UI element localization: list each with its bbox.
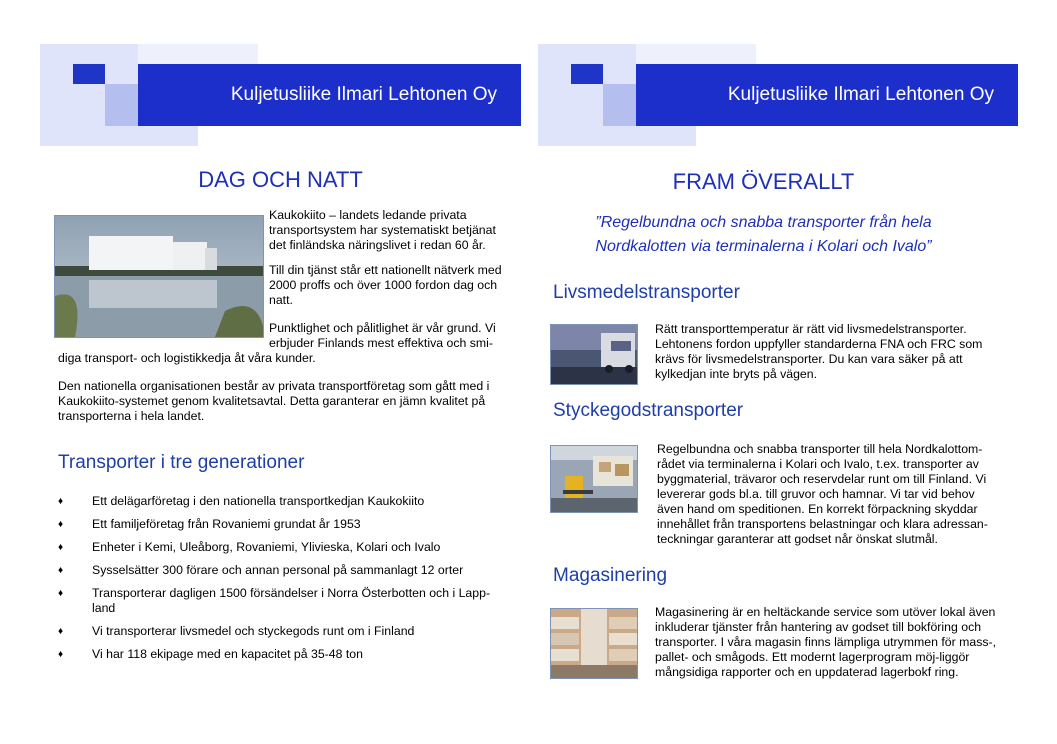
bullet-list (58, 494, 518, 670)
banner-pattern (571, 64, 603, 84)
intro-paragraph: Den nationella organisationen består av privata transportföretag som gått med i Kaukokiito-systemet genom kvalitetsavtal. Detta garanterar en jämn kvalitet på transporterna i hela landet. (58, 379, 490, 423)
list-item (58, 624, 518, 639)
section-text: Rätt transporttemperatur är rätt vid livsmedelstransporter. Lehtonens fordon uppfyller standarderna FNA och FRC som krävs för livsmedelstransporter. Du kan vara säker på att kylkedjan inte bryts på vägen. (655, 322, 983, 381)
list-item-text: Ett familjeföretag från Rovaniemi grundat år 1953 (92, 517, 361, 531)
banner-bar (138, 64, 521, 126)
banner-bar (636, 64, 1018, 126)
section-heading: Transporter i tre generationer (58, 452, 305, 473)
warehouse-image (551, 609, 637, 678)
banner-pattern (603, 106, 636, 126)
quote-line: ”Regelbundna och snabba transporter från hela (595, 214, 932, 231)
section-heading: Livsmedelstransporter (553, 282, 740, 303)
truck-image (551, 325, 637, 384)
list-item-text: Ett delägarföretag i den nationella transportkedjan Kaukokiito (92, 494, 425, 508)
header-banner (40, 44, 521, 146)
list-item (58, 586, 512, 616)
section-text: Regelbundna och snabba transporter till hela Nordkalottom-rådet via terminalerna i Kolari och Ivalo, t.ex. transporter av byggmaterial, trävaror och reservdelar runt om till Finland. Vi levererar gods bl.a. till gruvor och hamnar. Vi tar vid behov även hand om speditionen. En korrekt förpackning skyddar innehållet från transportens belastningar och klara adressan-teckningar garanterar att godset når önskat slutmål. (657, 442, 988, 546)
company-name: Kuljetusliike Ilmari Lehtonen Oy (230, 84, 497, 105)
diamond-bullet-icon: ♦ (58, 496, 64, 507)
banner-pattern (603, 84, 636, 106)
banner-pattern (636, 126, 696, 146)
list-item (58, 517, 518, 532)
list-item (58, 494, 518, 509)
page-title: DAG OCH NATT (198, 167, 363, 192)
section-heading: Magasinering (553, 565, 668, 586)
intro-paragraph: Kaukokiito – landets ledande privata transportsystem har systematiskt betjänat det finländska näringslivet i redan 60 år. (269, 208, 496, 252)
intro-paragraph: diga transport- och logistikkedja åt våra kunder. (58, 351, 316, 365)
list-item-text: Vi har 118 ekipage med en kapacitet på 35-48 ton (92, 647, 363, 661)
right-page (528, 0, 1057, 744)
forklift-image (551, 446, 637, 512)
forklift-photo (550, 445, 638, 513)
diamond-bullet-icon: ♦ (58, 626, 64, 637)
left-page (0, 0, 528, 744)
list-item-text: Vi transporterar livsmedel och styckegods runt om i Finland (92, 624, 415, 638)
banner-pattern (138, 44, 258, 64)
list-item-text: Transporterar dagligen 1500 försändelser i Norra Österbotten och i Lapp-land (92, 586, 491, 615)
diamond-bullet-icon: ♦ (58, 519, 64, 530)
diamond-bullet-icon: ♦ (58, 588, 64, 599)
list-item-text: Enheter i Kemi, Uleåborg, Rovaniemi, Ylivieska, Kolari och Ivalo (92, 540, 441, 554)
truck-image (55, 216, 263, 337)
page-title: FRAM ÖVERALLT (672, 169, 855, 194)
header-banner (538, 44, 1018, 146)
company-name: Kuljetusliike Ilmari Lehtonen Oy (727, 84, 994, 105)
list-item (58, 563, 518, 578)
diamond-bullet-icon: ♦ (58, 542, 64, 553)
banner-pattern (138, 126, 198, 146)
intro-paragraph: Punktlighet och pålitlighet är vår grund. Vi erbjuder Finlands mest effektiva och smi- (269, 321, 496, 350)
list-item (58, 647, 518, 662)
banner-pattern (105, 84, 138, 106)
list-item (58, 540, 518, 555)
warehouse-photo (550, 608, 638, 679)
diamond-bullet-icon: ♦ (58, 565, 64, 576)
intro-paragraph: Till din tjänst står ett nationellt nätverk med 2000 proffs och över 1000 fordon dag och natt. (269, 263, 502, 307)
quote-line: Nordkalotten via terminalerna i Kolari och Ivalo” (595, 238, 932, 255)
food-truck-photo (550, 324, 638, 385)
section-heading: Styckegodstransporter (553, 400, 744, 421)
list-item-text: Sysselsätter 300 förare och annan personal på sammanlagt 12 orter (92, 563, 464, 577)
banner-pattern (105, 106, 138, 126)
diamond-bullet-icon: ♦ (58, 649, 64, 660)
section-text: Magasinering är en heltäckande service som utöver lokal även inkluderar tjänster från hantering av godset till bokföring och transporter. I våra magasin finns lämpliga utrymmen för mass-, pallet- och smågods. Ett modernt lagerprogram möj-liggör mångsidiga rapporter och en uppdaterad lagerbokf ring. (655, 605, 997, 679)
banner-pattern (73, 64, 105, 84)
quote (538, 211, 989, 259)
truck-photo (54, 215, 264, 338)
banner-pattern (636, 44, 756, 64)
